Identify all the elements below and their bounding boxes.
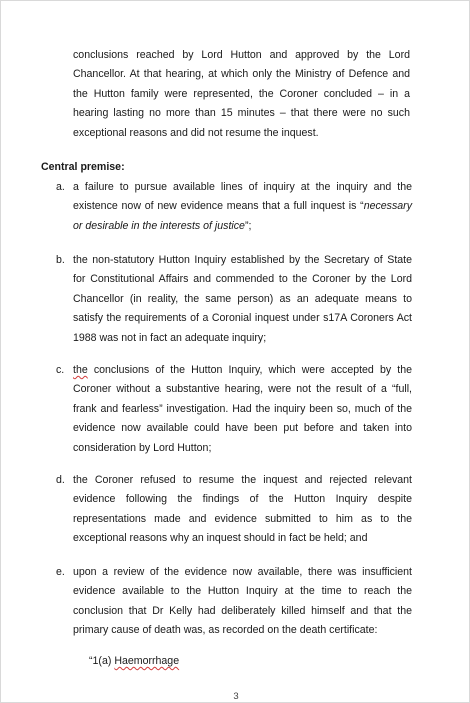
- italic-quote: necessary or desirable in the interests of justice: [73, 200, 412, 232]
- section-heading: Central premise:: [41, 161, 125, 173]
- quote-prefix: “1(a): [89, 655, 115, 667]
- intro-paragraph: conclusions reached by Lord Hutton and approved by the Lord Chancellor. At that hearing, at which only the Ministry of Defence and the Hutton family were represented, the Coroner concluded – in a hearing lasting no more than 15 minutes – that there were no such exceptional reasons and did not resume the inquest.: [73, 49, 410, 139]
- list-label: c.: [56, 364, 65, 376]
- list-text-part: conclusions of the Hutton Inquiry, which were accepted by the Coroner without a substantive hearing, were not the result of a “full, frank and fearless” investigation. Had the inquiry been so, much of the evidence now available could have been put before and taken into consideration by Lord Hutton;: [73, 364, 412, 454]
- list-text: upon a review of the evidence now available, there was insufficient evidence available to the Hutton Inquiry at the time to reach the conclusion that Dr Kelly had deliberately killed himself and that the primary cause of death was, as recorded on the death certificate:: [73, 566, 412, 637]
- list-text: the non-statutory Hutton Inquiry established by the Secretary of State for Constitutional Affairs and commended to the Coroner by the Lord Chancellor (in reality, the same person) as an adequate means to satisfy the requirements of a Coronial inquest under s17A Coroners Act 1988 was not in fact an adequate inquiry;: [73, 254, 412, 344]
- list-text-part: a failure to pursue available lines of inquiry at the inquiry and the existence now of new evidence means that a full inquest is “: [73, 181, 412, 213]
- death-certificate-quote: [89, 655, 179, 667]
- page-number: 3: [233, 691, 239, 702]
- list-label: b.: [56, 254, 65, 266]
- list-text: the Coroner refused to resume the inquest and rejected relevant evidence following the findings of the Hutton Inquiry despite representations made and evidence submitted to him as to the exceptional reasons why an inquest should in fact be held; and: [73, 474, 412, 545]
- list-text: [73, 178, 412, 236]
- spellcheck-marked-word[interactable]: Haemorrhage: [114, 655, 180, 667]
- spellcheck-marked-word[interactable]: the: [73, 364, 88, 376]
- list-text-part: ”;: [244, 219, 252, 232]
- list-text: [73, 361, 412, 458]
- list-label: e.: [56, 566, 65, 578]
- list-label: d.: [56, 474, 65, 486]
- list-label: a.: [56, 181, 65, 193]
